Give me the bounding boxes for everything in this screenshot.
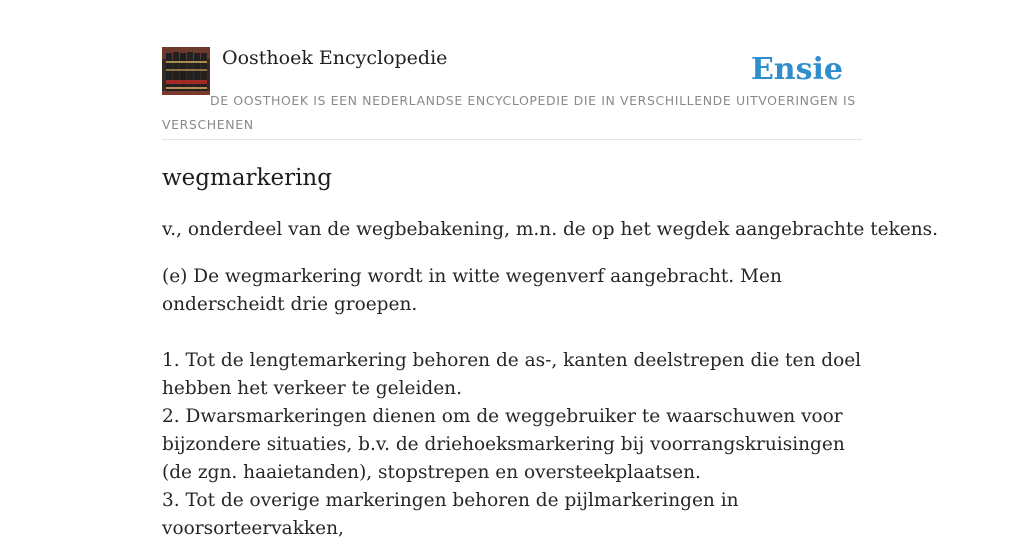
article-body [162,216,939,543]
publication-name[interactable]: Oosthoek Encyclopedie [222,47,448,69]
publication-tagline: DE OOSTHOEK IS EEN NEDERLANDSE ENCYCLOPEDIE DIE IN VERSCHILLENDE UITVOERINGEN IS VERSCHENEN [162,93,856,132]
article-intro: (e) De wegmarkering wordt in witte wegenverf aangebracht. Men onderscheidt drie groepen. [162,266,782,315]
bookshelf-icon [162,47,210,95]
article-paragraph [162,263,867,543]
list-item: 2. Dwarsmarkeringen dienen om de weggebruiker te waarschuwen voor bijzondere situaties, b.v. de driehoeksmarkering bij voorrangskruisingen (de zgn. haaietanden), stopstrepen en oversteekplaatsen. [162,406,845,483]
article-title: wegmarkering [162,165,332,191]
list-item: 1. Tot de lengtemarkering behoren de as-, kanten deelstrepen die ten doel hebben het verkeer te geleiden. [162,350,862,399]
paragraph-spacer [162,319,867,347]
list-item: 3. Tot de overige markeringen behoren de pijlmarkeringen in voorsorteervakken, [162,490,739,539]
article-definition: v., onderdeel van de wegbebakening, m.n. de op het wegdek aangebrachte tekens. [162,219,939,240]
publication-avatar[interactable] [162,47,210,95]
site-logo[interactable]: Ensie [750,52,843,87]
site-header [162,46,862,140]
